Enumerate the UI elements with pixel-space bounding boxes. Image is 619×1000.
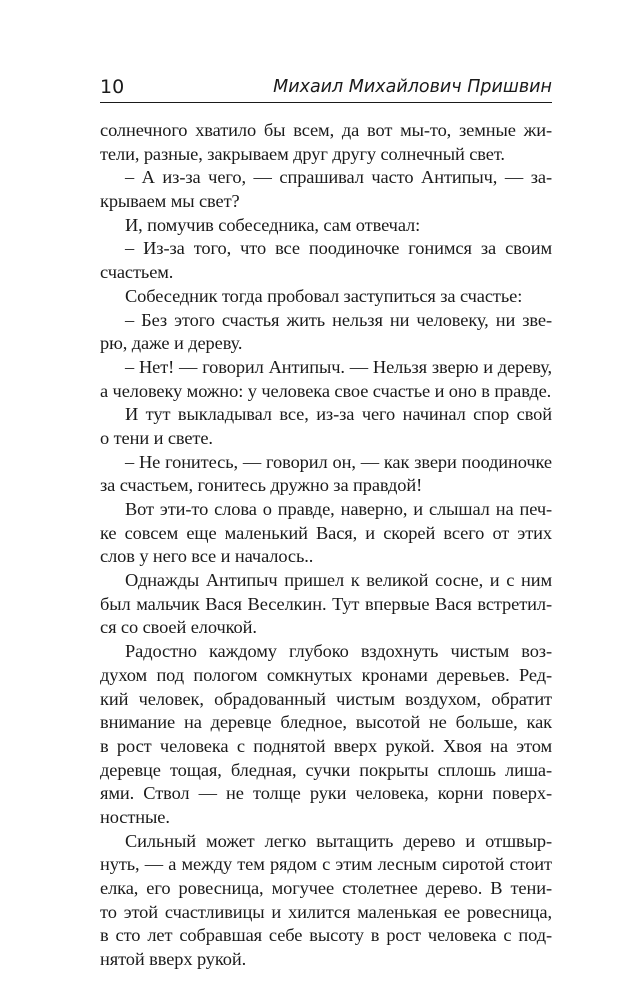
text-line: ся со своей елочкой. xyxy=(100,617,257,638)
running-head xyxy=(100,76,552,102)
text-line: за счастьем, гонитесь дружно за правдой! xyxy=(100,475,423,496)
text-line: слов у него все и началось.. xyxy=(100,546,314,567)
body-text xyxy=(100,119,552,972)
text-line: счастьем. xyxy=(100,262,174,283)
header-rule xyxy=(100,102,552,103)
text-line: Вот эти-то слова о правде, наверно, и слышал на печ- xyxy=(125,499,552,519)
text-line: – Без этого счастья жить нельзя ни человеку, ни зве- xyxy=(125,309,552,330)
text-line: внимание на деревце бледное, высотой не больше, как xyxy=(100,712,552,733)
text-line: крываем мы свет? xyxy=(100,191,240,212)
text-line: ностные. xyxy=(100,806,170,827)
text-line: Радостно каждому глубоко вздохнуть чистым воз- xyxy=(125,641,552,662)
text-line: в рост человека с поднятой вверх рукой. Хвоя на этом xyxy=(100,735,552,756)
text-line: деревце тощая, бледная, сучки покрыты сплошь лиша- xyxy=(100,759,552,780)
text-line: Собеседник тогда пробовал заступиться за счастье: xyxy=(125,285,523,306)
text-line: И тут выкладывал все, из-за чего начинал спор свой xyxy=(125,404,552,425)
text-line: Сильный может легко вытащить дерево и отшвыр- xyxy=(125,830,552,851)
text-line: ке совсем еще маленький Вася, и скорей всего от этих xyxy=(100,522,552,543)
text-line: – Нет! — говорил Антипыч. — Нельзя зверю и дереву, xyxy=(125,356,552,377)
text-line: в сто лет собравшая себе высоту в рост человека с под- xyxy=(100,925,552,946)
text-line: был мальчик Вася Веселкин. Тут впервые Вася встретил- xyxy=(100,593,552,614)
text-line: тели, разные, закрываем друг другу солнечный свет. xyxy=(100,143,505,164)
text-line: духом под пологом сомкнутых кронами деревьев. Ред- xyxy=(100,664,552,685)
text-line: о тени и свете. xyxy=(100,427,213,448)
text-line: солнечного хватило бы всем, да вот мы-то, земные жи- xyxy=(100,120,552,140)
text-line: ями. Ствол — не толще руки человека, корни поверх- xyxy=(100,783,552,804)
page-number: 10 xyxy=(100,76,125,98)
running-title-author: Михаил Михайлович Пришвин xyxy=(273,77,552,97)
text-line: елка, его ровесница, могучее столетнее дерево. В тени- xyxy=(100,878,552,898)
text-line: то этой счастливицы и хилится маленькая ее ровесница, xyxy=(100,901,552,922)
text-line: рю, даже и дереву. xyxy=(100,333,243,354)
text-line: – Из-за того, что все поодиночке гонимся за своим xyxy=(125,238,552,259)
text-line: а человеку можно: у человека свое счастье и оно в правде. xyxy=(100,380,552,401)
text-line: И, помучив собеседника, сам отвечал: xyxy=(125,214,421,235)
text-line: нуть, — а между тем рядом с этим лесным сиротой стоит xyxy=(100,854,552,875)
text-line: – Не гонитесь, — говорил он, — как звери поодиночке xyxy=(125,451,552,472)
text-line: кий человек, обрадованный чистым воздухом, обратит xyxy=(100,688,552,709)
text-line: – А из-за чего, — спрашивал часто Антипыч, — за- xyxy=(125,167,552,188)
text-line: Однажды Антипыч пришел к великой сосне, и с ним xyxy=(125,570,552,591)
text-line: нятой вверх рукой. xyxy=(100,949,247,970)
